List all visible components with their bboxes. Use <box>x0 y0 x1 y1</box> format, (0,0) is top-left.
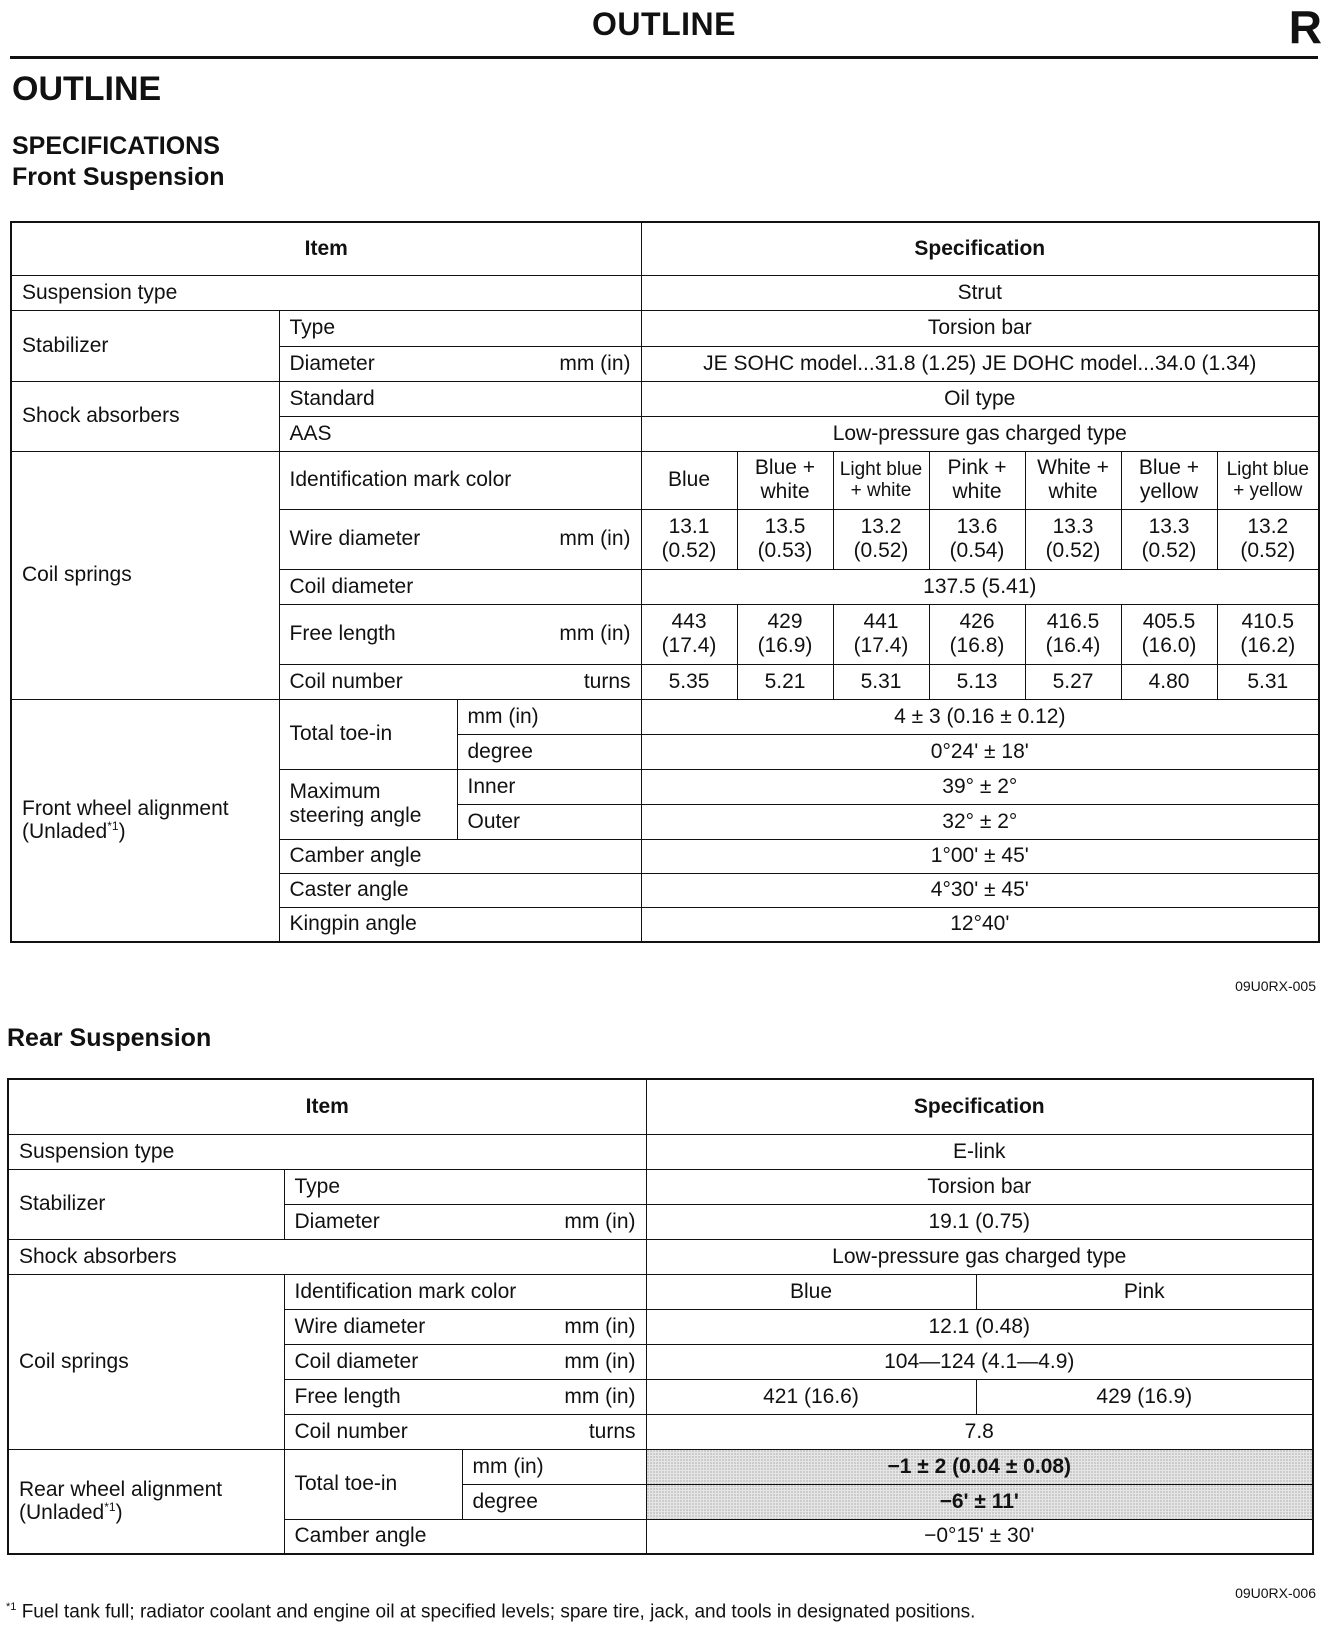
header-section-letter: R <box>1288 1 1322 53</box>
id-color-text: White + <box>1037 456 1109 480</box>
wire-diameter-cell <box>279 509 641 569</box>
shock-label: Shock absorbers <box>11 381 279 451</box>
toe-degree-value: −6' ± 11' <box>646 1484 1313 1519</box>
outer-value: 32° ± 2° <box>641 804 1319 839</box>
coil-number-unit: turns <box>588 1419 636 1443</box>
free-length-mm: 405.5 <box>1142 610 1196 634</box>
id-color-text: Blue + <box>754 456 816 480</box>
stabilizer-type-label: Type <box>284 1169 646 1204</box>
wire-value <box>833 509 929 569</box>
id-color-text: Blue <box>667 468 711 492</box>
kingpin-label: Kingpin angle <box>279 907 641 942</box>
outer-label: Outer <box>457 804 641 839</box>
max-steering-line2: steering angle <box>289 804 422 827</box>
id-mark-label: Identification mark color <box>279 451 641 509</box>
coil-springs-label: Coil springs <box>8 1274 284 1449</box>
toe-degree-label: degree <box>462 1484 646 1519</box>
coil-number-cell <box>284 1414 646 1449</box>
id-color-cell <box>833 451 929 509</box>
toe-degree-label: degree <box>457 734 641 769</box>
header-section-title: OUTLINE <box>592 6 736 42</box>
free-length-value <box>929 604 1025 664</box>
coil-diameter-label: Coil diameter <box>294 1349 419 1373</box>
wire-diameter-label: Wire diameter <box>289 527 421 551</box>
id-color-text: Light blue <box>839 458 923 480</box>
stabilizer-label: Stabilizer <box>11 310 279 381</box>
free-length-value <box>641 604 737 664</box>
free-length-value: 421 (16.6) <box>646 1379 976 1414</box>
figure-code-rear: 09U0RX-006 <box>1235 1585 1316 1601</box>
wire-value <box>1217 509 1319 569</box>
shock-aas-label: AAS <box>279 416 641 451</box>
wire-value-in: (0.52) <box>1045 539 1101 562</box>
free-length-mm: 426 <box>959 610 995 634</box>
free-length-value <box>1121 604 1217 664</box>
max-steering-label <box>279 769 457 839</box>
wire-diameter-value: 12.1 (0.48) <box>646 1309 1313 1344</box>
free-length-value <box>737 604 833 664</box>
shock-label: Shock absorbers <box>8 1239 646 1274</box>
table-header-row <box>8 1079 1313 1134</box>
free-length-in: (16.2) <box>1240 634 1296 657</box>
inner-label: Inner <box>457 769 641 804</box>
alignment-label-line1: Front wheel alignment <box>22 796 229 820</box>
alignment-label-close: ) <box>118 820 126 844</box>
id-color-cell: Pink <box>976 1274 1313 1309</box>
coil-number-value: 5.13 <box>929 664 1025 699</box>
coil-number-value: 5.27 <box>1025 664 1121 699</box>
stabilizer-diameter-label: Diameter <box>294 1209 380 1233</box>
wire-value-in: (0.52) <box>1240 539 1296 562</box>
stabilizer-diameter-value: 19.1 (0.75) <box>646 1204 1313 1239</box>
wire-diameter-cell <box>284 1309 646 1344</box>
coil-diameter-unit: mm (in) <box>564 1349 636 1373</box>
table-row <box>11 275 1319 310</box>
coil-number-value: 5.31 <box>1217 664 1319 699</box>
wire-value <box>1025 509 1121 569</box>
id-color-text: white <box>952 480 1002 503</box>
table-row <box>8 1169 1313 1204</box>
footnote-mark: *1 <box>104 1500 116 1515</box>
wire-value-mm: 13.3 <box>1052 515 1094 539</box>
free-length-mm: 410.5 <box>1241 610 1295 634</box>
wire-value-mm: 13.3 <box>1148 515 1190 539</box>
id-color-cell <box>641 451 737 509</box>
id-color-cell <box>1121 451 1217 509</box>
free-length-value <box>833 604 929 664</box>
shock-value: Low-pressure gas charged type <box>646 1239 1313 1274</box>
toe-in-label: Total toe-in <box>284 1449 462 1519</box>
id-color-text: white <box>760 480 810 503</box>
free-length-unit: mm (in) <box>559 622 631 646</box>
wire-value-mm: 13.6 <box>956 515 998 539</box>
camber-label: Camber angle <box>279 839 641 873</box>
free-length-in: (17.4) <box>661 634 717 657</box>
rear-spec-table <box>7 1078 1314 1555</box>
stabilizer-diameter-cell <box>279 346 641 381</box>
id-color-cell <box>1025 451 1121 509</box>
col-item-header: Item <box>11 222 641 275</box>
coil-number-value: 5.35 <box>641 664 737 699</box>
shock-standard-label: Standard <box>279 381 641 416</box>
col-spec-header: Specification <box>641 222 1319 275</box>
free-length-in: (17.4) <box>853 634 909 657</box>
free-length-unit: mm (in) <box>564 1384 636 1408</box>
free-length-label: Free length <box>294 1384 401 1408</box>
table-header-row <box>11 222 1319 275</box>
wire-value-in: (0.52) <box>661 539 717 562</box>
footnote-text: Fuel tank full; radiator coolant and engine oil at specified levels; spare tire, jack, and tools in designated positions. <box>21 1601 976 1623</box>
stabilizer-type-value: Torsion bar <box>641 310 1319 346</box>
table-row <box>11 699 1319 734</box>
wire-diameter-unit: mm (in) <box>559 527 631 551</box>
figure-code-front: 09U0RX-005 <box>1235 978 1316 994</box>
footnote-mark: *1 <box>6 1601 17 1613</box>
coil-diameter-value: 104—124 (4.1—4.9) <box>646 1344 1313 1379</box>
id-color-text: + yellow <box>1233 480 1303 501</box>
free-length-label: Free length <box>289 622 396 646</box>
stabilizer-type-label: Type <box>279 310 641 346</box>
suspension-type-value: E-link <box>646 1134 1313 1169</box>
caster-value: 4°30' ± 45' <box>641 873 1319 907</box>
camber-value: −0°15' ± 30' <box>646 1519 1313 1554</box>
wire-value <box>641 509 737 569</box>
front-alignment-label <box>11 699 279 942</box>
stabilizer-diameter-value: JE SOHC model...31.8 (1.25) JE DOHC model...34.0 (1.34) <box>641 346 1319 381</box>
kingpin-value: 12°40' <box>641 907 1319 942</box>
wire-value <box>737 509 833 569</box>
id-mark-label: Identification mark color <box>284 1274 646 1309</box>
stabilizer-diameter-unit: mm (in) <box>559 351 631 375</box>
id-color-cell <box>929 451 1025 509</box>
shock-standard-value: Oil type <box>641 381 1319 416</box>
col-spec-header: Specification <box>646 1079 1313 1134</box>
table-row <box>8 1239 1313 1274</box>
table-row <box>8 1274 1313 1309</box>
toe-degree-value: 0°24' ± 18' <box>641 734 1319 769</box>
front-spec-table <box>10 221 1320 943</box>
wire-diameter-label: Wire diameter <box>294 1314 426 1338</box>
free-length-value <box>1217 604 1319 664</box>
table-row <box>11 381 1319 416</box>
wire-value <box>1121 509 1217 569</box>
coil-number-value: 5.31 <box>833 664 929 699</box>
caster-label: Caster angle <box>279 873 641 907</box>
header-rule <box>10 56 1318 59</box>
wire-value-in: (0.52) <box>853 539 909 562</box>
id-color-text: Pink + <box>947 456 1007 480</box>
coil-number-value: 4.80 <box>1121 664 1217 699</box>
toe-mm-label: mm (in) <box>457 699 641 734</box>
free-length-cell <box>279 604 641 664</box>
table-row <box>11 310 1319 346</box>
id-color-text: Light blue <box>1226 458 1309 480</box>
max-steering-line1: Maximum <box>289 780 381 804</box>
suspension-type-label: Suspension type <box>11 275 641 310</box>
rear-alignment-label <box>8 1449 284 1554</box>
stabilizer-diameter-unit: mm (in) <box>564 1209 636 1233</box>
stabilizer-label: Stabilizer <box>8 1169 284 1239</box>
front-heading: Front Suspension <box>12 163 225 191</box>
table-row <box>8 1134 1313 1169</box>
alignment-label-line2: (Unladed <box>19 1501 105 1525</box>
coil-number-value: 7.8 <box>646 1414 1313 1449</box>
table-row <box>11 451 1319 509</box>
id-color-text: white <box>1048 480 1098 503</box>
id-color-text: yellow <box>1139 480 1199 503</box>
suspension-type-label: Suspension type <box>8 1134 646 1169</box>
suspension-type-value: Strut <box>641 275 1319 310</box>
coil-springs-label: Coil springs <box>11 451 279 699</box>
coil-number-value: 5.21 <box>737 664 833 699</box>
wire-value-mm: 13.2 <box>1247 515 1289 539</box>
free-length-cell <box>284 1379 646 1414</box>
toe-mm-value: 4 ± 3 (0.16 ± 0.12) <box>641 699 1319 734</box>
free-length-mm: 429 <box>767 610 803 634</box>
subtitle: SPECIFICATIONS <box>12 132 220 160</box>
coil-number-label: Coil number <box>289 669 403 693</box>
free-length-mm: 443 <box>671 610 707 634</box>
free-length-in: (16.9) <box>757 634 813 657</box>
wire-value-in: (0.54) <box>949 539 1005 562</box>
camber-value: 1°00' ± 45' <box>641 839 1319 873</box>
coil-diameter-cell <box>284 1344 646 1379</box>
free-length-in: (16.4) <box>1045 634 1101 657</box>
id-color-cell: Blue <box>646 1274 976 1309</box>
free-length-mm: 441 <box>863 610 899 634</box>
wire-value-mm: 13.2 <box>860 515 902 539</box>
free-length-value <box>1025 604 1121 664</box>
rear-heading: Rear Suspension <box>7 1024 212 1052</box>
footnote <box>6 1601 975 1623</box>
id-color-cell <box>1217 451 1319 509</box>
camber-label: Camber angle <box>284 1519 646 1554</box>
id-color-cell <box>737 451 833 509</box>
alignment-label-close: ) <box>115 1501 123 1525</box>
wire-value-in: (0.52) <box>1141 539 1197 562</box>
toe-in-label: Total toe-in <box>279 699 457 769</box>
free-length-value: 429 (16.9) <box>976 1379 1313 1414</box>
col-item-header: Item <box>8 1079 646 1134</box>
stabilizer-diameter-label: Diameter <box>289 351 375 375</box>
free-length-in: (16.0) <box>1141 634 1197 657</box>
free-length-mm: 416.5 <box>1046 610 1100 634</box>
shock-aas-value: Low-pressure gas charged type <box>641 416 1319 451</box>
coil-number-label: Coil number <box>294 1419 408 1443</box>
free-length-in: (16.8) <box>949 634 1005 657</box>
footnote-mark: *1 <box>107 819 119 834</box>
coil-number-unit: turns <box>583 669 631 693</box>
coil-diameter-label: Coil diameter <box>279 569 641 604</box>
wire-value-mm: 13.5 <box>764 515 806 539</box>
table-row <box>8 1449 1313 1484</box>
coil-diameter-value: 137.5 (5.41) <box>641 569 1319 604</box>
id-color-text: Blue + <box>1138 456 1200 480</box>
wire-diameter-unit: mm (in) <box>564 1314 636 1338</box>
id-color-text: + white <box>850 480 912 501</box>
toe-mm-value: −1 ± 2 (0.04 ± 0.08) <box>646 1449 1313 1484</box>
wire-value-in: (0.53) <box>757 539 813 562</box>
coil-number-cell <box>279 664 641 699</box>
wire-value <box>929 509 1025 569</box>
alignment-label-line2: (Unladed <box>22 820 108 844</box>
inner-value: 39° ± 2° <box>641 769 1319 804</box>
stabilizer-type-value: Torsion bar <box>646 1169 1313 1204</box>
alignment-label-line1: Rear wheel alignment <box>19 1477 223 1501</box>
page-title: OUTLINE <box>12 70 162 108</box>
toe-mm-label: mm (in) <box>462 1449 646 1484</box>
stabilizer-diameter-cell <box>284 1204 646 1239</box>
wire-value-mm: 13.1 <box>668 515 710 539</box>
